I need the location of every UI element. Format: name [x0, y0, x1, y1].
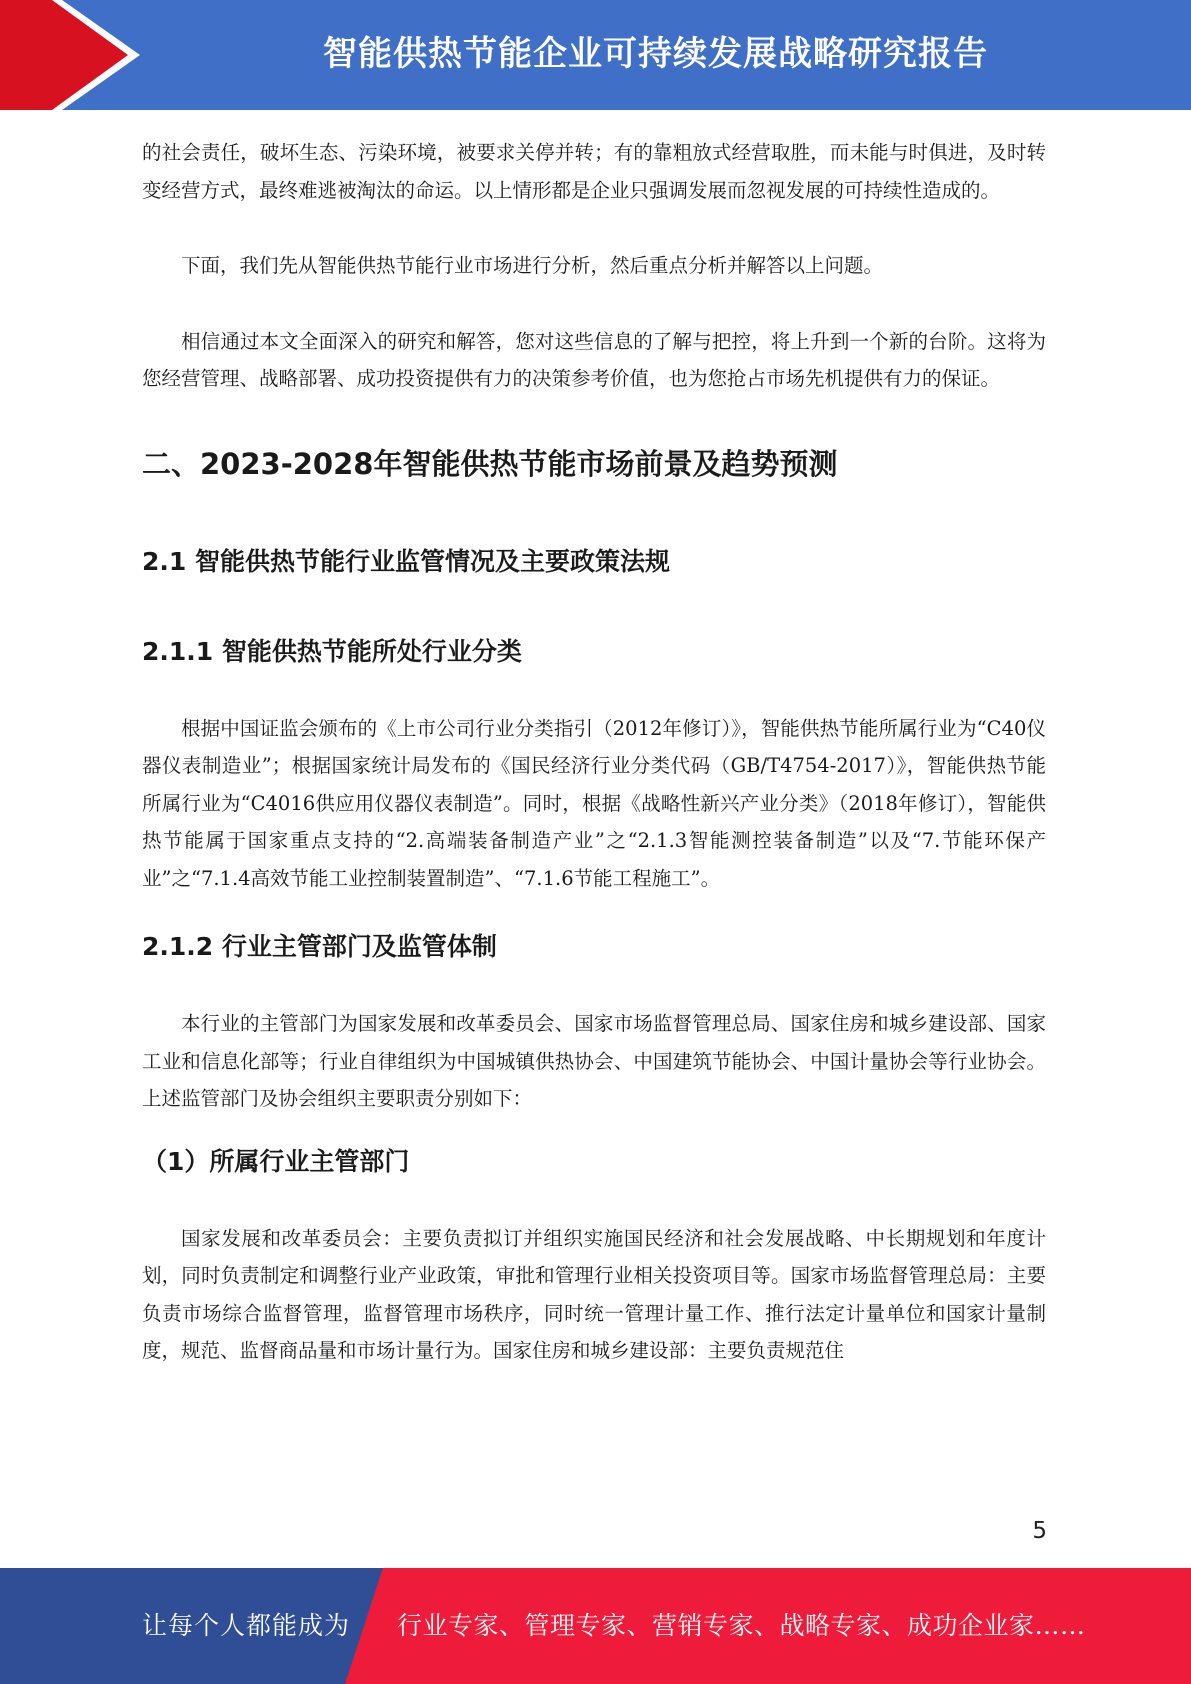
paragraph-classification: 根据中国证监会颁布的《上市公司行业分类指引（2012年修订）》，智能供热节能所属行业为“C40仪器仪表制造业”；根据国家统计局发布的《国民经济行业分类代码（GB/T4754-2017）》，智能供热节能所属行业为“C4016供应用仪器仪表制造”。同时，根据《战略性新兴产业分类》（2018年修订），智能供热节能属于国家重点支持的“2.高端装备制造产业”之“2.1.3智能测控装备制造”以及“7.节能环保产业”之“7.1.4高效节能工业控制装置制造”、“7.1.6节能工程施工”。	[142, 716, 1046, 890]
page-header	[0, 0, 1191, 110]
header-chevron-decoration	[0, 0, 150, 110]
page-number: 5	[1032, 1518, 1047, 1544]
footer-slogan-right: 行业专家、管理专家、营销专家、战略专家、成功企业家……	[397, 1611, 1086, 1640]
subsection-heading-2-1-2: 2.1.2 行业主管部门及监管体制	[142, 932, 497, 961]
header-title: 智能供热节能企业可持续发展战略研究报告	[323, 34, 988, 74]
paragraph-departments: 国家发展和改革委员会：主要负责拟订并组织实施国民经济和社会发展战略、中长期规划和年度计划，同时负责制定和调整行业产业政策，审批和管理行业相关投资项目等。国家市场监督管理总局：主要负责市场综合监督管理，监督管理市场秩序，同时统一管理计量工作、推行法定计量单位和国家计量制度，规范、监督商品量和市场计量行为。国家住房和城乡建设部：主要负责规范住	[142, 1226, 1046, 1362]
footer-slogan-left: 让每个人都能成为	[142, 1611, 351, 1640]
paragraph-continued: 的社会责任，破坏生态、污染环境，被要求关停并转；有的靠粗放式经营取胜，而未能与时俱进，及时转变经营方式，最终难逃被淘汰的命运。以上情形都是企业只强调发展而忽视发展的可持续性造成的。	[142, 141, 1046, 202]
section-heading: 二、2023-2028年智能供热节能市场前景及趋势预测	[142, 446, 838, 481]
document-body	[142, 134, 1046, 1370]
subsection-heading-2-1: 2.1 智能供热节能行业监管情况及主要政策法规	[142, 546, 670, 576]
paragraph-value: 相信通过本文全面深入的研究和解答，您对这些信息的了解与把控，将上升到一个新的台阶。这将为您经营管理、战略部署、成功投资提供有力的决策参考价值，也为您抢占市场先机提供有力的保证。	[142, 329, 1046, 390]
paragraph-regulators: 本行业的主管部门为国家发展和改革委员会、国家市场监督管理总局、国家住房和城乡建设部、国家工业和信息化部等；行业自律组织为中国城镇供热协会、中国建筑节能协会、中国计量协会等行业协会。上述监管部门及协会组织主要职责分别如下：	[142, 1012, 1046, 1110]
paragraph-intro: 下面，我们先从智能供热节能行业市场进行分析，然后重点分析并解答以上问题。	[181, 254, 884, 277]
page-footer	[0, 1568, 1191, 1684]
subsection-heading-1: （1）所属行业主管部门	[142, 1146, 410, 1176]
subsection-heading-2-1-1: 2.1.1 智能供热节能所处行业分类	[142, 636, 522, 666]
